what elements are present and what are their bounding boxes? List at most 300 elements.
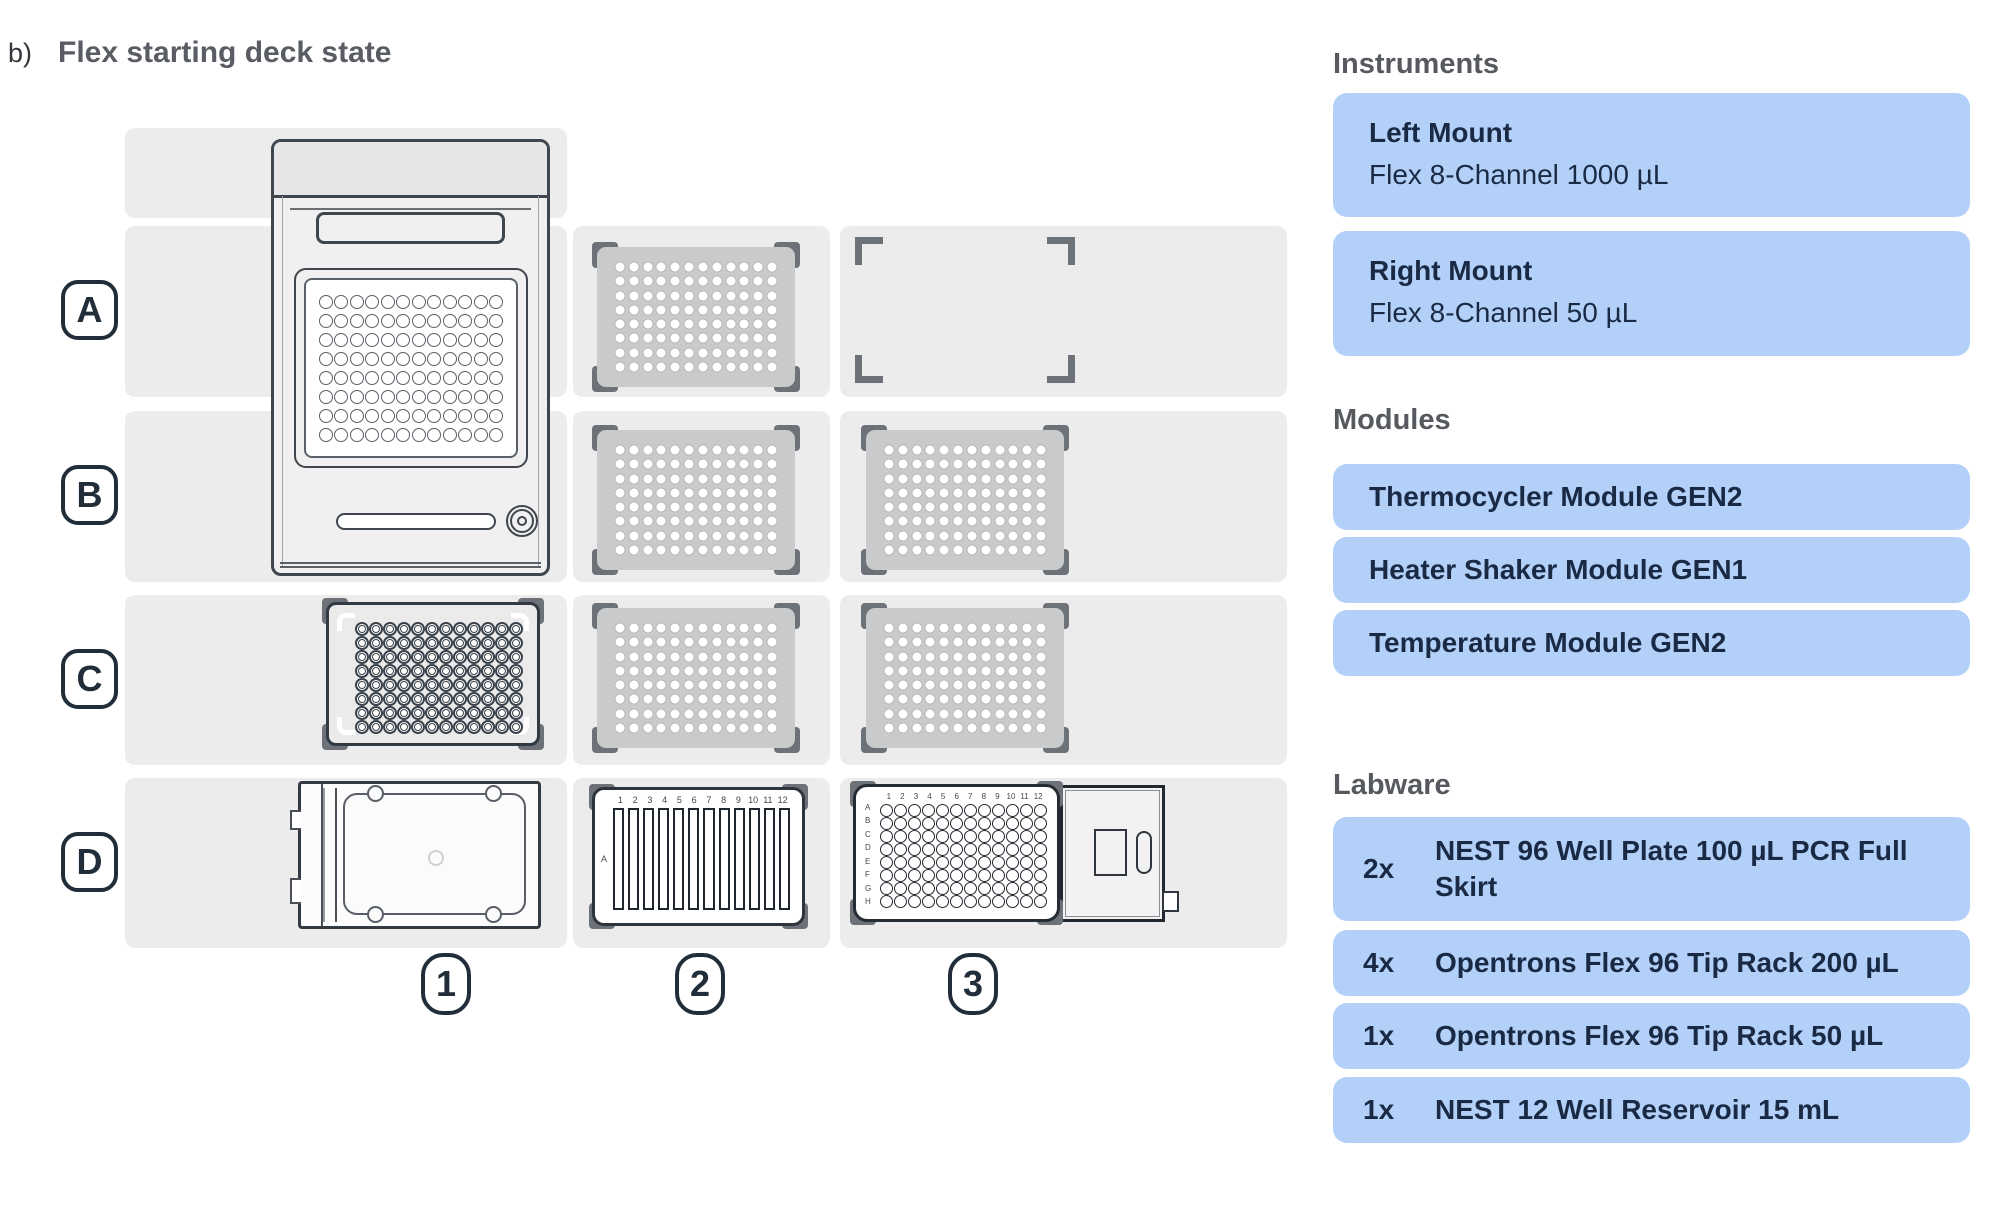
well [669,332,681,344]
well [396,428,410,442]
well [381,371,395,385]
well [994,693,1006,705]
well [766,444,778,456]
well [628,679,640,691]
well [766,304,778,316]
well [883,693,895,705]
well [614,318,626,330]
column-label-2: 2 [675,953,725,1015]
well [1034,843,1047,856]
well [938,444,950,456]
reservoir-channel [749,808,760,910]
well [980,544,992,556]
well [966,544,978,556]
well [938,622,950,634]
well [725,290,737,302]
well [766,275,778,287]
well [614,708,626,720]
well [711,501,723,513]
well [752,332,764,344]
well [642,318,654,330]
well [509,622,523,636]
well [350,409,364,423]
corner-bracket [855,355,883,383]
well [383,692,397,706]
well [752,651,764,663]
well [1034,856,1047,869]
well [752,275,764,287]
well [752,636,764,648]
well [467,720,481,734]
well [752,458,764,470]
well [936,882,949,895]
well [883,708,895,720]
well [883,651,895,663]
well [697,318,709,330]
well [978,843,991,856]
well [738,347,750,359]
well [655,473,667,485]
well [628,665,640,677]
well [711,458,723,470]
well [614,458,626,470]
well [711,332,723,344]
thermocycler-base-trim [280,562,541,568]
well [453,678,467,692]
well [628,318,640,330]
rack-body [866,608,1064,748]
well [614,347,626,359]
tick-label: 6 [954,792,959,801]
tick-label: 10 [1006,792,1016,801]
well [365,409,379,423]
well [725,544,737,556]
well [908,817,921,830]
well [897,693,909,705]
well [669,473,681,485]
well [642,544,654,556]
well [474,333,488,347]
well [897,530,909,542]
well [439,664,453,678]
well [883,473,895,485]
well [697,347,709,359]
well [711,708,723,720]
well [427,314,441,328]
well [725,458,737,470]
well [1007,458,1019,470]
tick-label: 1 [886,792,892,801]
well [980,693,992,705]
well [369,664,383,678]
well [880,895,893,908]
well [894,895,907,908]
latch-tab [290,878,301,904]
well [397,678,411,692]
well [697,693,709,705]
section-heading-modules: Modules [1333,404,1451,436]
well-grid [355,622,517,728]
well [642,515,654,527]
well [1021,458,1033,470]
well [766,318,778,330]
well [443,390,457,404]
well [453,650,467,664]
well [397,706,411,720]
well [1021,544,1033,556]
well [655,261,667,273]
labware-name: Opentrons Flex 96 Tip Rack 200 µL [1435,947,1899,978]
well [383,678,397,692]
well [655,332,667,344]
well [978,895,991,908]
well [655,501,667,513]
well [1021,722,1033,734]
well [908,830,921,843]
well [697,722,709,734]
well [725,261,737,273]
well [443,333,457,347]
well [334,390,348,404]
well [669,679,681,691]
well [911,515,923,527]
well [642,501,654,513]
well [924,444,936,456]
well [481,650,495,664]
well [683,473,695,485]
well [427,352,441,366]
well [752,530,764,542]
well [711,651,723,663]
well [725,444,737,456]
well [883,501,895,513]
well [1021,679,1033,691]
well [355,650,369,664]
well [669,361,681,373]
well [474,428,488,442]
tick-label: F [865,870,870,880]
well [628,361,640,373]
section-heading-instruments: Instruments [1333,48,1499,80]
well [489,333,503,347]
well [952,458,964,470]
well [980,679,992,691]
well [669,622,681,634]
well [1007,544,1019,556]
well [924,530,936,542]
well [683,636,695,648]
well [725,622,737,634]
well [655,304,667,316]
labware-name: Opentrons Flex 96 Tip Rack 50 µL [1435,1020,1884,1051]
well [1007,530,1019,542]
well [481,664,495,678]
well [936,856,949,869]
well [481,720,495,734]
well [738,318,750,330]
well [880,869,893,882]
well [752,722,764,734]
well [1007,622,1019,634]
well [381,352,395,366]
well [950,843,963,856]
well [628,544,640,556]
well [897,708,909,720]
well [355,664,369,678]
well [443,352,457,366]
well [453,622,467,636]
well [766,458,778,470]
labware-quantity: 4x [1363,947,1395,978]
well [738,487,750,499]
well [334,295,348,309]
well [365,352,379,366]
well [952,665,964,677]
well [443,428,457,442]
well [669,347,681,359]
instrument-title: Right Mount [1369,255,1533,286]
well [1034,830,1047,843]
well [725,318,737,330]
well [880,843,893,856]
well [412,295,426,309]
well [911,722,923,734]
module-card-thermocycler: Thermocycler Module GEN2 [1333,464,1970,530]
well [922,843,935,856]
well [725,693,737,705]
labware-quantity: 1x [1363,1094,1395,1125]
well [952,708,964,720]
well [992,817,1005,830]
section-heading-labware: Labware [1333,769,1451,801]
well [509,692,523,706]
reservoir-channel [658,808,669,910]
well [725,636,737,648]
well [453,692,467,706]
well [897,458,909,470]
well [319,390,333,404]
well [752,444,764,456]
well [766,622,778,634]
well [683,458,695,470]
reservoir-channel [703,808,714,910]
well [936,830,949,843]
well [642,665,654,677]
well [911,501,923,513]
well [994,679,1006,691]
well [980,622,992,634]
well [950,817,963,830]
well [1007,679,1019,691]
well [319,314,333,328]
well [350,428,364,442]
well [938,473,950,485]
well [994,722,1006,734]
well [911,622,923,634]
well [911,651,923,663]
well [453,664,467,678]
well [894,843,907,856]
well [411,678,425,692]
tick-label: 11 [763,795,773,805]
well [1034,882,1047,895]
well [952,473,964,485]
well [766,722,778,734]
well [938,722,950,734]
well [474,314,488,328]
well [1006,856,1019,869]
well [458,428,472,442]
well [425,692,439,706]
well [381,295,395,309]
thermocycler-handle [316,212,505,244]
well [381,428,395,442]
well [1035,515,1047,527]
well [669,290,681,302]
well [924,487,936,499]
well [1007,651,1019,663]
well [711,290,723,302]
well [319,352,333,366]
well [938,544,950,556]
well [725,473,737,485]
well [952,544,964,556]
pcr-plate-D3 [850,781,1063,925]
well [766,693,778,705]
well [355,636,369,650]
tick-label: G [865,883,872,893]
reservoir-channel [764,808,775,910]
well [1035,708,1047,720]
well [952,444,964,456]
well [425,622,439,636]
well [752,290,764,302]
well [1006,869,1019,882]
well [992,856,1005,869]
well [443,314,457,328]
well [427,371,441,385]
well [1021,651,1033,663]
well [697,544,709,556]
well [655,444,667,456]
well [711,693,723,705]
well [966,679,978,691]
well [350,390,364,404]
well [669,636,681,648]
well [669,487,681,499]
tick-label: 2 [900,792,905,801]
well [922,869,935,882]
well-grid [613,443,779,557]
well [711,473,723,485]
well [1020,843,1033,856]
well [1020,869,1033,882]
well [725,679,737,691]
well [396,409,410,423]
well [1021,487,1033,499]
well [894,856,907,869]
well [397,650,411,664]
well [697,679,709,691]
well [936,895,949,908]
latch-bar [301,784,323,926]
well [992,882,1005,895]
well [495,664,509,678]
well [642,261,654,273]
well [614,304,626,316]
well [628,473,640,485]
well [725,332,737,344]
well [725,487,737,499]
screw-icon [485,906,502,923]
well [966,651,978,663]
column-label-3: 3 [948,953,998,1015]
well [752,693,764,705]
well [1035,622,1047,634]
well [369,706,383,720]
well [711,304,723,316]
well [669,304,681,316]
well-grid [880,804,1047,906]
well [752,487,764,499]
well [725,722,737,734]
well [738,708,750,720]
well [752,708,764,720]
well [642,458,654,470]
well [628,304,640,316]
thermocycler-lid [274,142,547,198]
tick-label: 7 [706,795,712,805]
well [924,473,936,485]
well [614,679,626,691]
well [381,409,395,423]
well [669,501,681,513]
well [489,371,503,385]
well [1034,895,1047,908]
well [1007,515,1019,527]
well [412,333,426,347]
well [642,487,654,499]
well [1006,804,1019,817]
well [628,261,640,273]
well [669,275,681,287]
tick-label: 7 [968,792,973,801]
well [411,720,425,734]
well [725,530,737,542]
well [924,651,936,663]
well [381,390,395,404]
well [766,636,778,648]
heater-shaker-module-icon [298,781,541,929]
well [952,636,964,648]
well [439,650,453,664]
well [355,692,369,706]
well [1035,444,1047,456]
reservoir-12-well-icon [589,784,808,929]
well [655,679,667,691]
well [952,530,964,542]
well [766,665,778,677]
well [1035,679,1047,691]
well [922,817,935,830]
well [655,515,667,527]
well [911,473,923,485]
tick-label: E [865,856,871,866]
well [711,487,723,499]
well [489,314,503,328]
well [397,720,411,734]
well [908,895,921,908]
